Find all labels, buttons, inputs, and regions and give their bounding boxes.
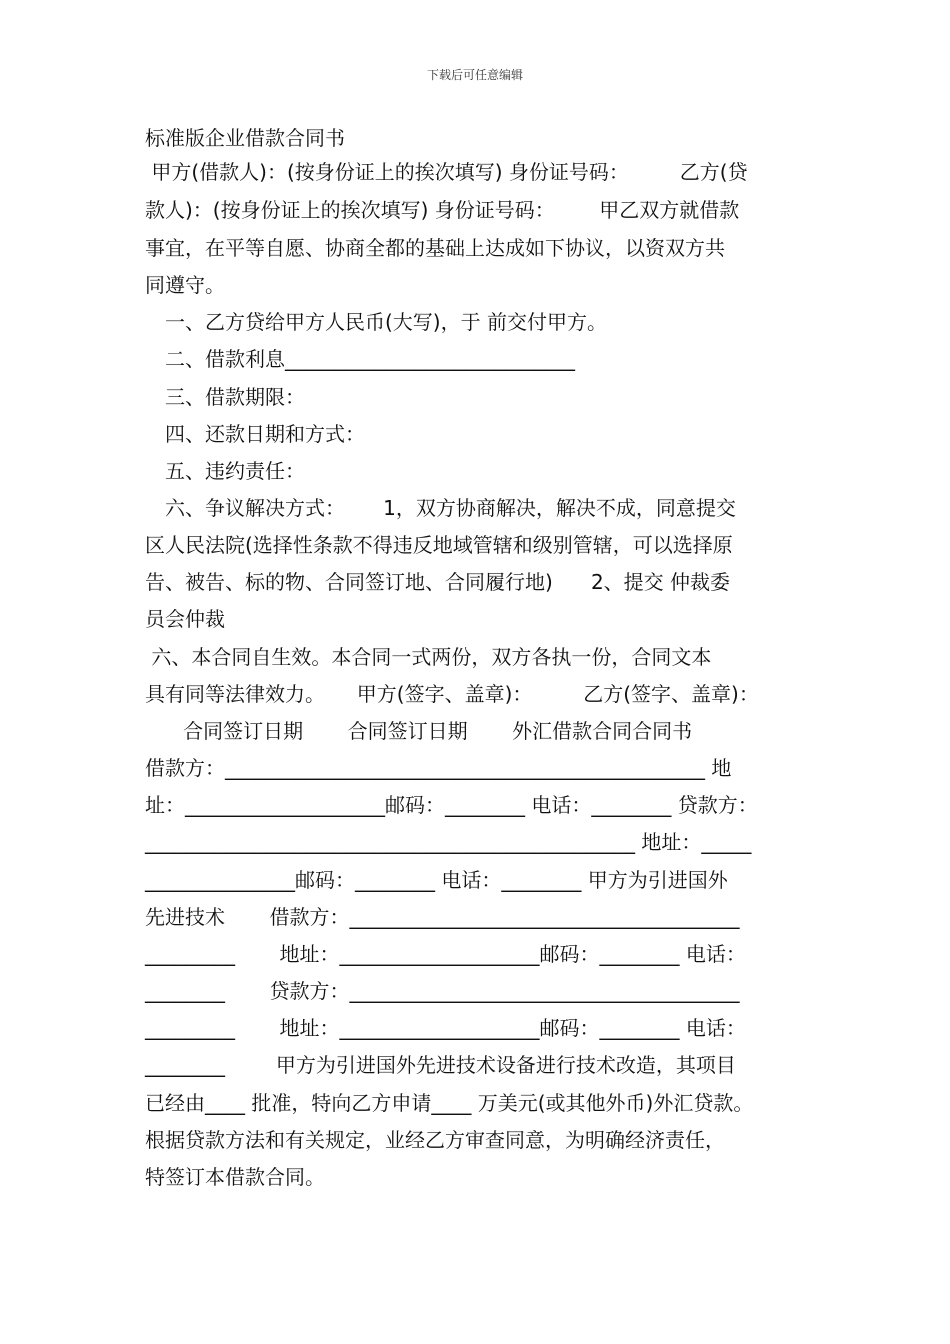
form-field-line: 址：____________________邮码：________ 电话：________ 贷款方： bbox=[145, 793, 758, 817]
clause-4: 四、还款日期和方式： bbox=[165, 422, 365, 446]
paragraph-line: 根据贷款方法和有关规定，业经乙方审查同意，为明确经济责任， bbox=[145, 1128, 725, 1152]
form-field-line: _________ 地址：____________________邮码：________ 电话： bbox=[145, 942, 746, 966]
form-field-line: _________________________________________________ 地址：_____ bbox=[145, 830, 752, 854]
document-title: 标准版企业借款合同书 bbox=[145, 126, 345, 150]
paragraph-line: 告、被告、标的物、合同签订地、合同履行地) 2、提交 仲裁委 bbox=[145, 570, 731, 594]
paragraph-line: 同遵守。 bbox=[145, 273, 225, 297]
clause-1: 一、乙方贷给甲方人民币(大写)，于 前交付甲方。 bbox=[165, 310, 607, 334]
paragraph-line: 事宜，在平等自愿、协商全都的基础上达成如下协议，以资双方共 bbox=[145, 236, 725, 260]
paragraph-line: 区人民法院(选择性条款不得违反地域管辖和级别管辖，可以选择原 bbox=[145, 533, 733, 557]
form-field-line: _______________邮码：________ 电话：________ 甲方为引进国外 bbox=[145, 868, 728, 892]
paragraph-line: 特签订本借款合同。 bbox=[145, 1165, 325, 1189]
form-field-line: ________ 贷款方：_______________________________________ bbox=[145, 979, 740, 1003]
signature-line: 具有同等法律效力。 甲方(签字、盖章)： 乙方(签字、盖章)： bbox=[145, 682, 759, 706]
clause-5: 五、违约责任： bbox=[165, 459, 305, 483]
paragraph-line: 员会仲裁 bbox=[145, 607, 225, 631]
paragraph-line: ________ 甲方为引进国外先进技术设备进行技术改造，其项目 bbox=[145, 1053, 736, 1077]
form-field-line: 先进技术 借款方：_______________________________________ bbox=[145, 905, 740, 929]
clause-3: 三、借款期限： bbox=[165, 385, 305, 409]
form-field-line: _________ 地址：____________________邮码：________ 电话： bbox=[145, 1016, 746, 1040]
paragraph-line: 六、本合同自生效。本合同一式两份，双方各执一份，合同文本 bbox=[145, 645, 712, 669]
signing-date-line: 合同签订日期 合同签订日期 外汇借款合同合同书 bbox=[145, 719, 693, 743]
page-header-note: 下载后可任意编辑 bbox=[426, 68, 523, 82]
paragraph-line: 款人)：(按身份证上的挨次填写) 身份证号码： 甲乙双方就借款 bbox=[145, 198, 740, 222]
clause-6: 六、争议解决方式： 1，双方协商解决，解决不成，同意提交 bbox=[165, 496, 736, 520]
paragraph-line: 甲方(借款人)：(按身份证上的挨次填写) 身份证号码： 乙方(贷 bbox=[145, 160, 748, 184]
clause-2: 二、借款利息_____________________________ bbox=[165, 347, 575, 371]
form-field-line: 借款方：________________________________________________ 地 bbox=[145, 756, 732, 780]
paragraph-line: 已经由____ 批准，特向乙方申请____ 万美元(或其他外币)外汇贷款。 bbox=[145, 1091, 754, 1115]
